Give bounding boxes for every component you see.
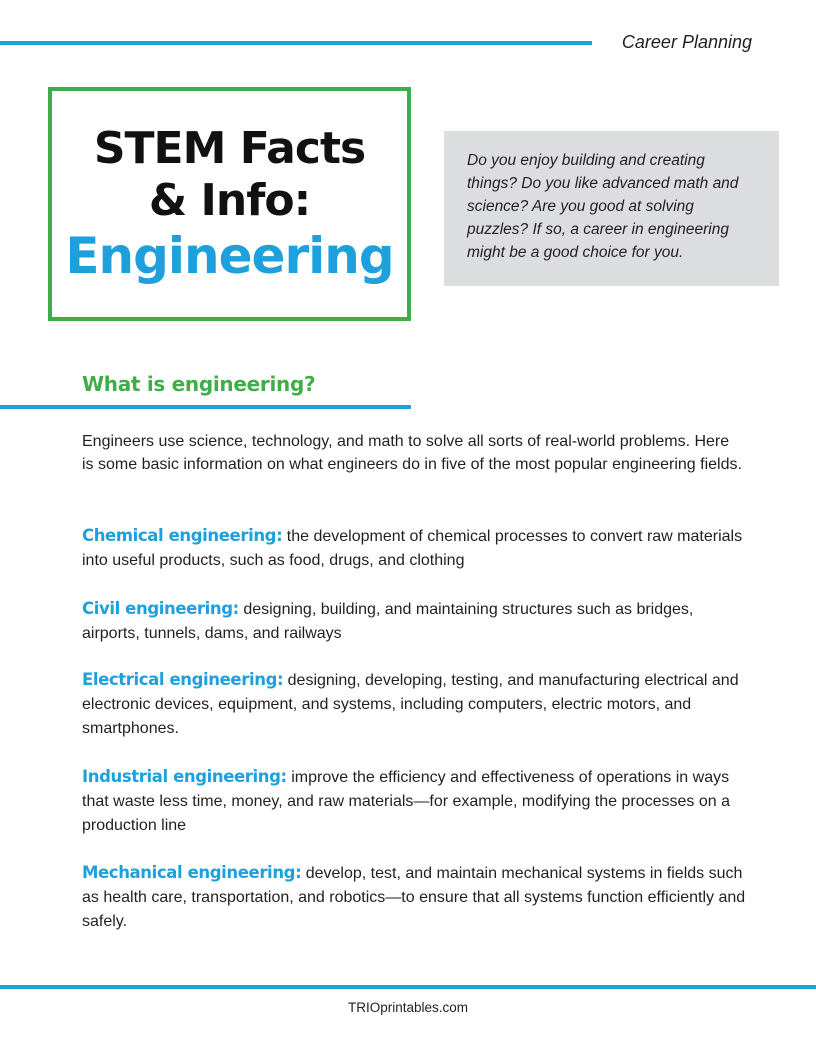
field-civil <box>82 597 748 646</box>
field-industrial <box>82 765 748 838</box>
title-box <box>48 87 411 321</box>
field-term: Civil engineering: <box>82 599 239 618</box>
field-description: improve the efficiency and effectiveness of operations in ways that waste less time, money, and raw materials—for example, modifying the processes on a production line <box>82 769 730 834</box>
section-tag: Career Planning <box>621 32 752 52</box>
title-topic: Engineering <box>65 227 394 285</box>
field-chemical <box>82 524 748 573</box>
field-term: Electrical engineering: <box>82 670 284 689</box>
intro-paragraph: Engineers use science, technology, and math to solve all sorts of real-world problems. Here is some basic information on what engineers do in five of the most popular engineering fields. <box>82 433 742 473</box>
title-line-1: STEM Facts <box>93 123 366 174</box>
field-description: designing, building, and maintaining structures such as bridges, airports, tunnels, dams, and railways <box>82 601 694 642</box>
field-term: Mechanical engineering: <box>82 863 302 882</box>
intro-callout: Do you enjoy building and creating things? Do you like advanced math and science? Are you good at solving puzzles? If so, a career in engineering might be a good choice for you. <box>444 131 779 286</box>
bottom-divider <box>0 985 816 989</box>
field-term: Chemical engineering: <box>82 526 283 545</box>
field-description: the development of chemical processes to convert raw materials into useful products, such as food, drugs, and clothing <box>82 528 743 569</box>
top-divider <box>0 41 592 45</box>
field-mechanical <box>82 861 748 934</box>
footer-site: TRIOprintables.com <box>347 1000 469 1015</box>
title-line-2: & Info: <box>148 175 311 226</box>
heading-divider <box>0 405 411 409</box>
field-electrical <box>82 668 748 741</box>
field-description: designing, developing, testing, and manufacturing electrical and electronic devices, equipment, and systems, including computers, electric motors, and smartphones. <box>82 672 739 737</box>
field-description: develop, test, and maintain mechanical systems in fields such as health care, transportation, and robotics—to ensure that all systems function efficiently and safely. <box>82 865 746 930</box>
section-heading: What is engineering? <box>82 372 316 396</box>
field-term: Industrial engineering: <box>82 767 287 786</box>
